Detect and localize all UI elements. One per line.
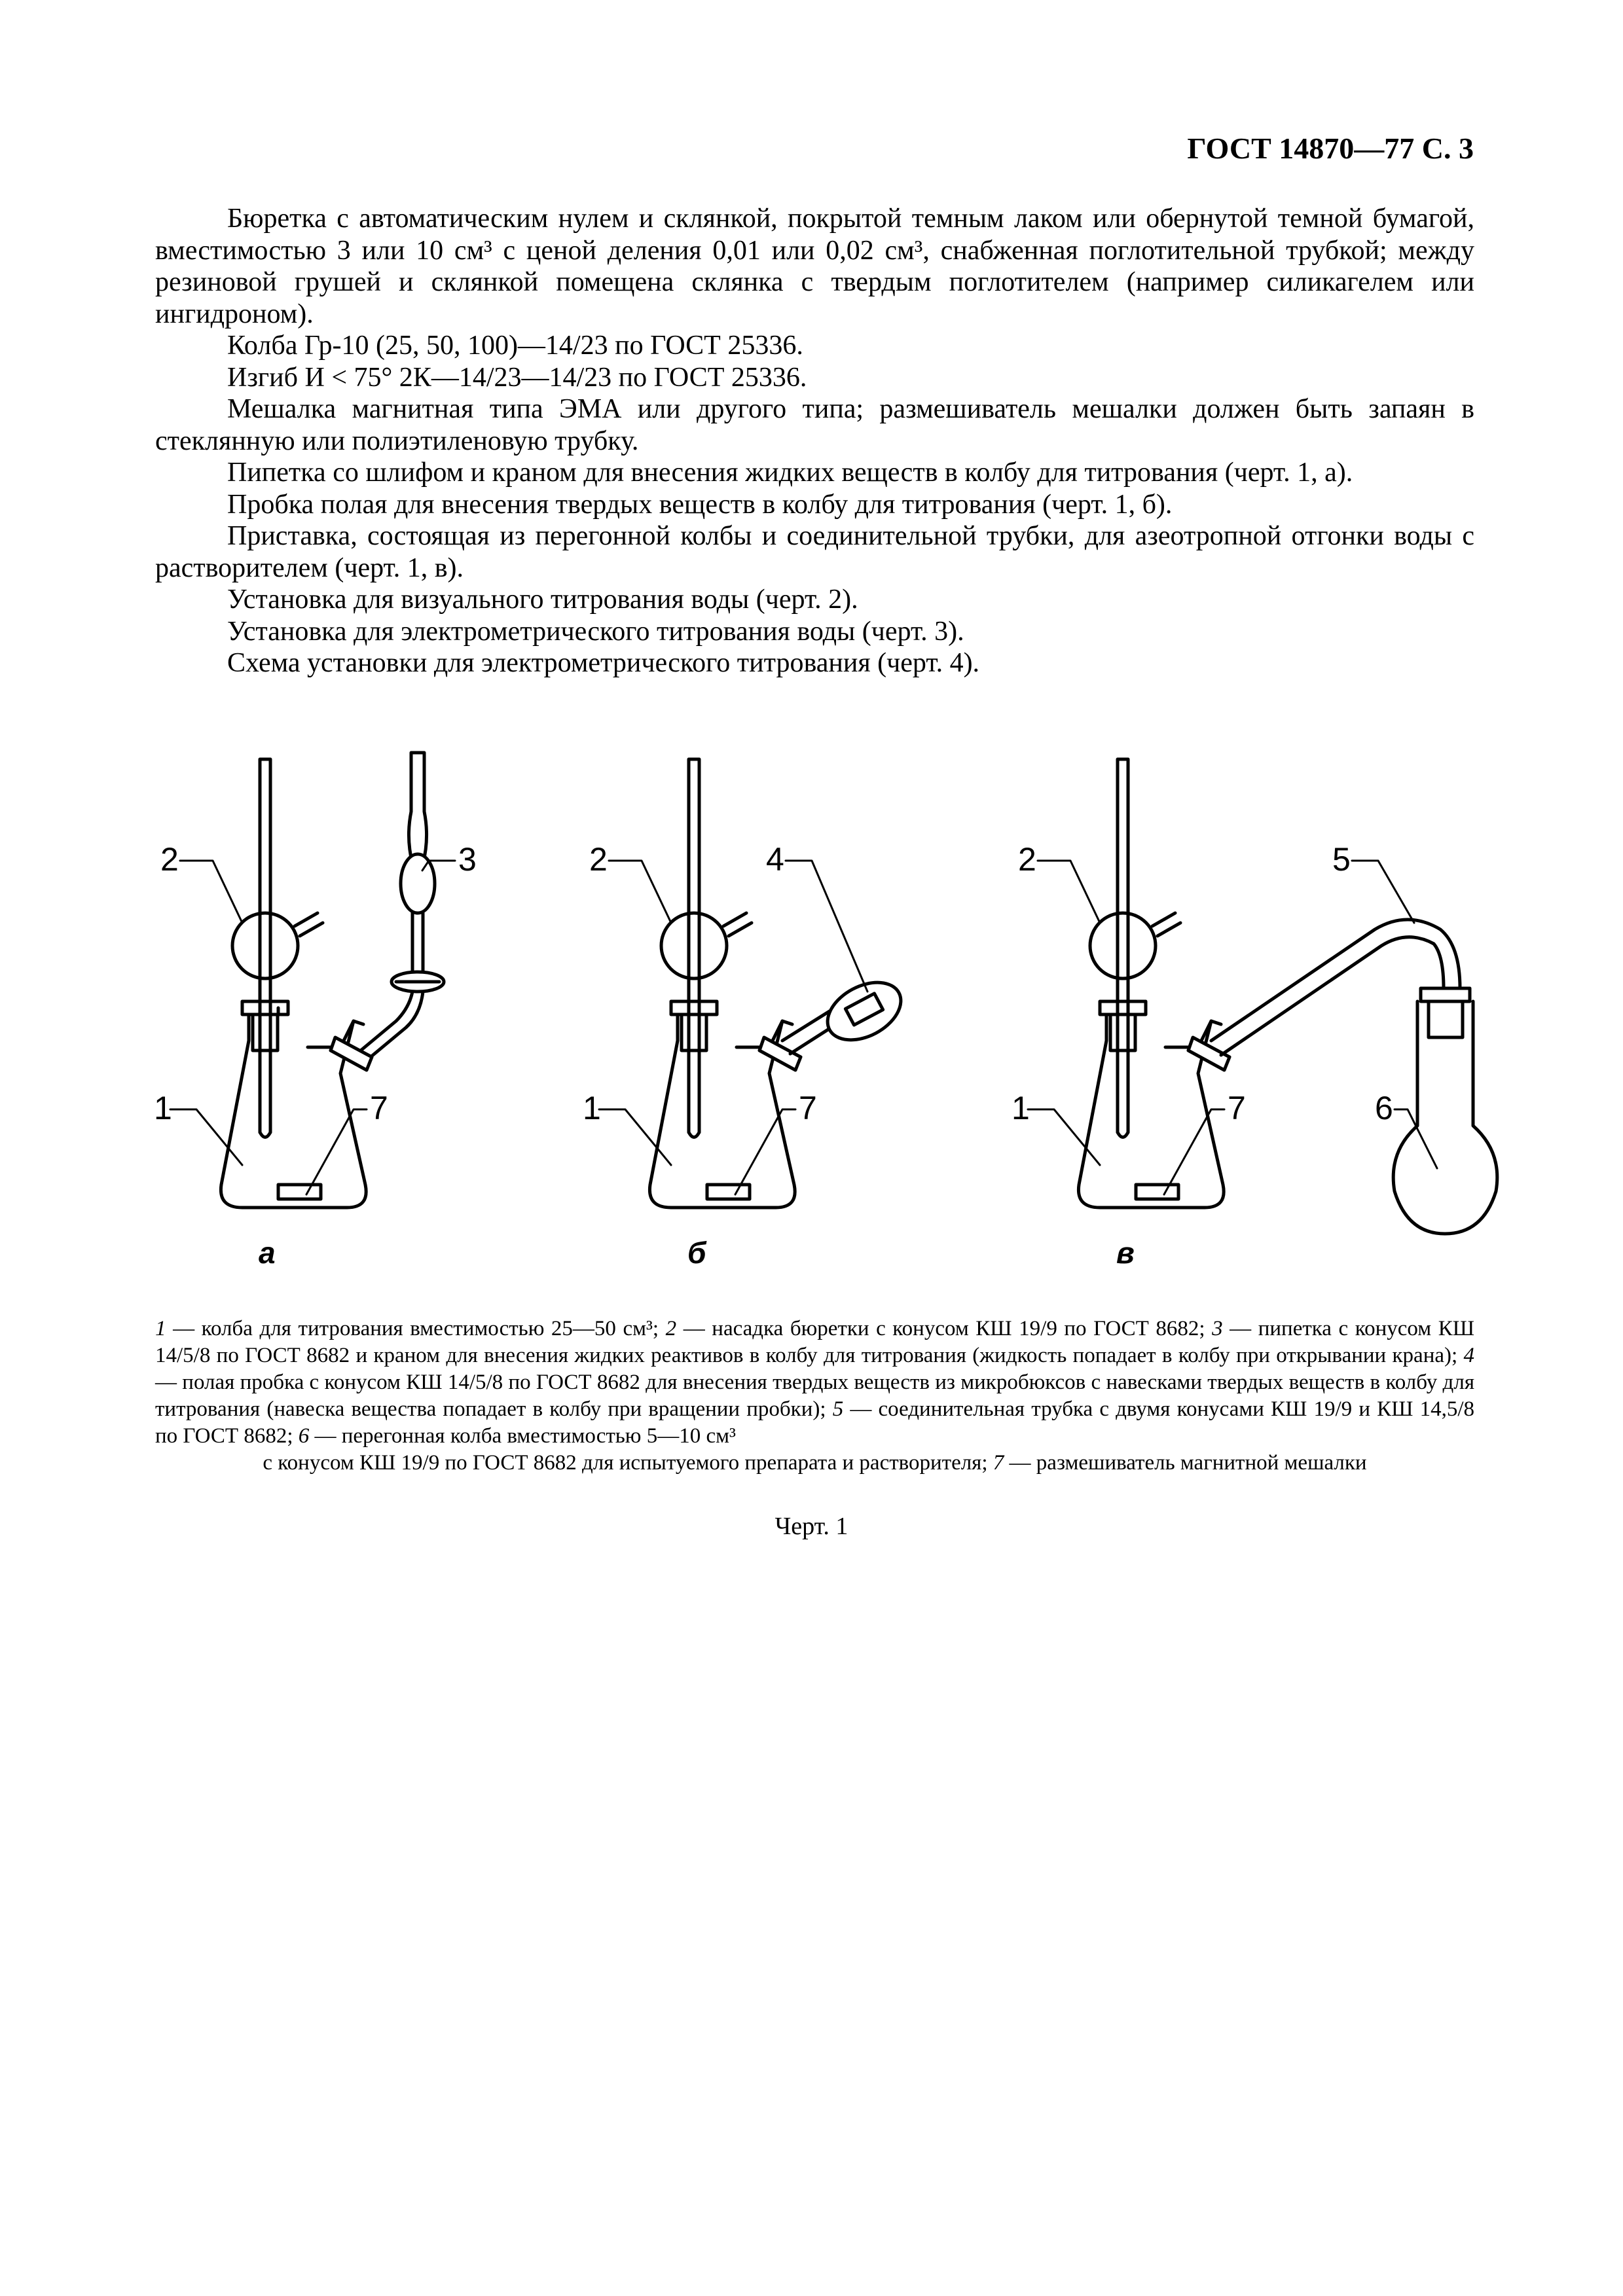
label-2: 2: [589, 841, 608, 878]
label-1: 1: [1012, 1090, 1030, 1126]
legend-last-line: с конусом КШ 19/9 по ГОСТ 8682 для испытуемого препарата и растворителя; 7 — размешиватель магнитной мешалки: [263, 1451, 1367, 1475]
body-text: [155, 203, 1474, 679]
paragraph-stopper: Пробка полая для внесения твердых веществ в колбу для титрования (черт. 1, б).: [227, 489, 1173, 520]
neck-joint: [671, 1001, 717, 1014]
label-1: 1: [154, 1090, 172, 1126]
panel-letter-a: а: [259, 1236, 276, 1270]
panel-a: [154, 753, 477, 1270]
stirrer-bar: [278, 1185, 321, 1199]
page-header: ГОСТ 14870—77 С. 3: [1187, 132, 1474, 165]
apparatus-drawing: [131, 733, 1506, 1296]
label-5: 5: [1332, 841, 1351, 878]
label-1: 1: [583, 1090, 601, 1126]
legend-main: 1 — колба для титрования вместимостью 25—50 см³; 2 — насадка бюретки с конусом КШ 19/9 по ГОСТ 8682; 3 — пипетка с конусом КШ 14/5/8 по ГОСТ 8682 и краном для внесения жидких реактивов в колбу для титрования (жидкость попадает в колбу при открывании крана); 4 — полая пробка с конусом КШ 14/5/8 по ГОСТ 8682 для внесения твердых веществ из микробюксов с навесками твердых веществ в колбу для титрования (навеска вещества попадает в колбу при вращении пробки); 5 — соединительная трубка с двумя конусами КШ 19/9 и КШ 14,5/8 по ГОСТ 8682; 6 — перегонная колба вместимостью 5—10 см³: [155, 1317, 1474, 1448]
panel-v: [1012, 759, 1497, 1270]
panel-letter-v: в: [1116, 1236, 1135, 1270]
stirrer-bar: [707, 1185, 750, 1199]
panel-letter-b: б: [687, 1236, 706, 1270]
apparatus-figure: [131, 733, 1506, 1296]
label-3: 3: [458, 841, 477, 878]
paragraph-burette: Бюретка с автоматическим нулем и склянкой, покрытой темным лаком или обернутой темной бумагой, вместимостью 3 или 10 см³ с ценой деления 0,01 или 0,02 см³, снабженная поглотительной трубкой; между резиновой грушей и склянкой помещена склянка с твердым поглотителем (например силикагелем или ингидроном).: [155, 204, 1474, 329]
label-7: 7: [799, 1090, 817, 1126]
label-2: 2: [1018, 841, 1036, 878]
label-4: 4: [766, 841, 784, 878]
panel-b: [583, 759, 911, 1270]
pipette-3: [409, 753, 426, 864]
label-7: 7: [370, 1090, 388, 1126]
figure-legend: [155, 1316, 1474, 1477]
paragraph-visual-setup: Установка для визуального титрования воды (черт. 2).: [227, 584, 858, 615]
paragraph-electrometric-setup: Установка для электрометрического титрования воды (черт. 3).: [227, 616, 964, 647]
label-6: 6: [1375, 1090, 1393, 1126]
stirrer-bar: [1136, 1185, 1178, 1199]
paragraph-pipette: Пипетка со шлифом и краном для внесения жидких веществ в колбу для титрования (черт. 1, а).: [227, 457, 1353, 488]
paragraph-bend: Изгиб И < 75° 2К—14/23—14/23 по ГОСТ 25336.: [227, 362, 807, 393]
paragraph-stirrer: Мешалка магнитная типа ЭМА или другого типа; размешиватель мешалки должен быть запаян в стеклянную или полиэтиленовую трубку.: [155, 394, 1474, 456]
neck-joint: [242, 1001, 288, 1014]
paragraph-scheme: Схема установки для электрометрического титрования (черт. 4).: [227, 648, 980, 678]
paragraph-flask: Колба Гр-10 (25, 50, 100)—14/23 по ГОСТ 25336.: [227, 331, 803, 361]
figure-caption: Черт. 1: [775, 1513, 848, 1540]
paragraph-attachment: Приставка, состоящая из перегонной колбы и соединительной трубки, для азеотропной отгонки воды с растворителем (черт. 1, в).: [155, 521, 1474, 583]
label-2: 2: [160, 841, 179, 878]
label-7: 7: [1228, 1090, 1246, 1126]
neck-joint: [1100, 1001, 1146, 1014]
